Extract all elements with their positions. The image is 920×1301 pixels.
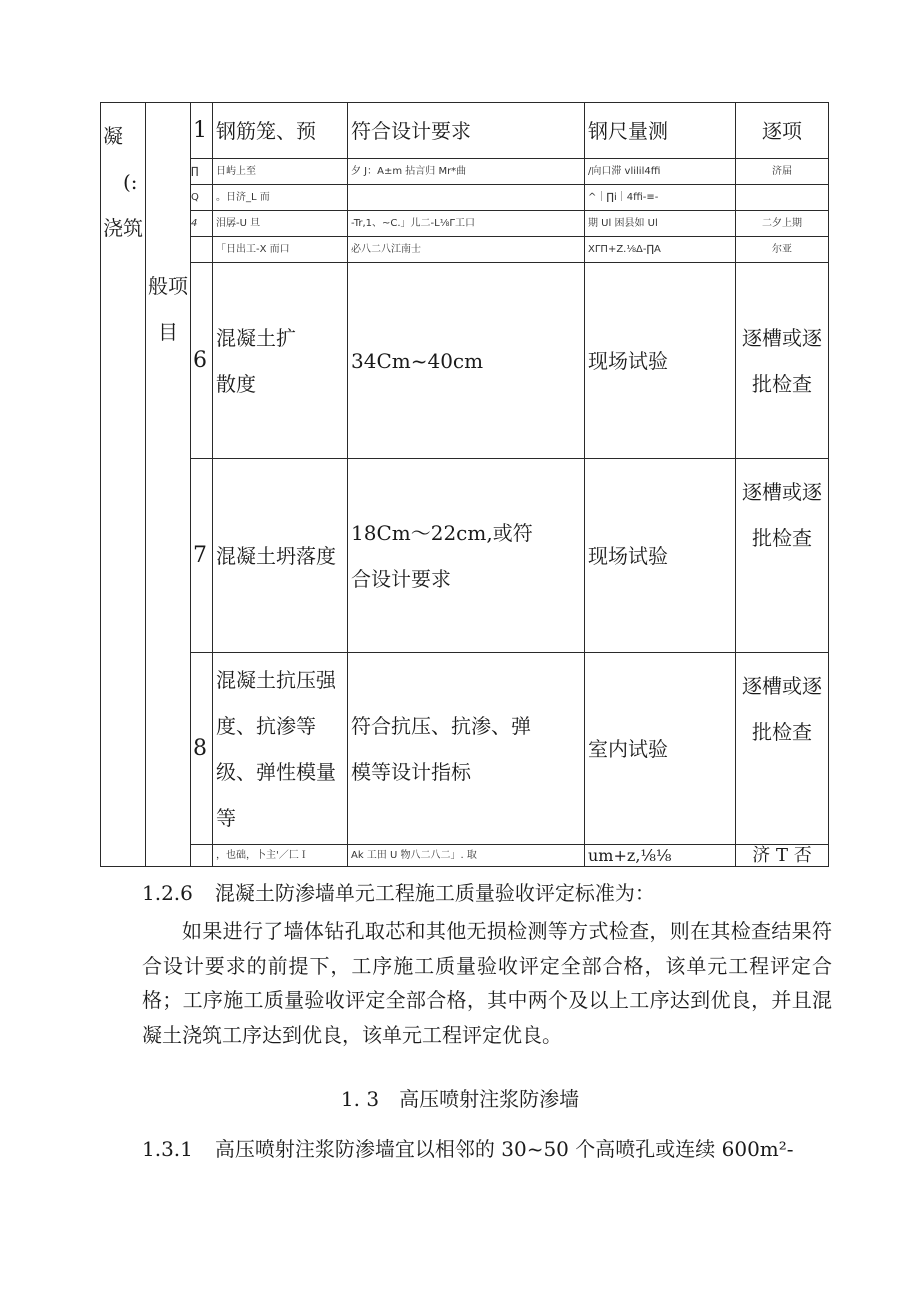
inspection-frequency xyxy=(736,263,829,459)
item-name: 「日出工-X 而口 xyxy=(213,237,348,263)
section-title: 高压喷射注浆防渗墙 xyxy=(399,1087,580,1111)
item-name-line: 级、弹性模量 xyxy=(216,759,336,784)
item-name: 泪孱-U 旦 xyxy=(213,211,348,237)
item-name-line: 混凝土扩 xyxy=(216,325,296,350)
inspection-method: XΓΠ+Z.⅛Δ-∏A xyxy=(585,237,736,263)
requirement-line: 模等设计指标 xyxy=(351,759,471,784)
process-name-char-1: 凝 xyxy=(103,124,123,148)
item-name: 混凝土坍落度 xyxy=(213,459,348,653)
inspection-frequency xyxy=(736,653,829,845)
row-number: 6 xyxy=(191,263,213,459)
requirement: 34Cm~40cm xyxy=(348,263,585,459)
group-label-line-2: 目 xyxy=(158,319,178,344)
row-number: 7 xyxy=(191,459,213,653)
inspection-method: 室内试验 xyxy=(585,653,736,845)
item-name-line: 散度 xyxy=(216,371,256,396)
item-name: 钢筋笼、预 xyxy=(213,103,348,159)
inspection-method: /向口滞 vlilil4ffi xyxy=(585,159,736,185)
clause-number: 1.2.6 xyxy=(142,881,193,905)
requirement-line: 符合抗压、抗渗、弹 xyxy=(351,713,531,738)
inspection-frequency: 济届 xyxy=(736,159,829,185)
item-name xyxy=(213,653,348,845)
item-name-line: 混凝土抗压强 xyxy=(216,667,336,692)
section-1-3-title xyxy=(0,1084,920,1114)
item-name: 日屿上至 xyxy=(213,159,348,185)
requirement xyxy=(348,185,585,211)
category-blank-cell xyxy=(146,103,191,263)
requirement: -Tr,1、~C.」儿二-L⅛Γ工口 xyxy=(348,211,585,237)
inspection-method: 现场试验 xyxy=(585,263,736,459)
section-number: 1. 3 xyxy=(340,1087,380,1111)
quality-inspection-table xyxy=(100,102,829,867)
inspection-frequency: 二夕上期 xyxy=(736,211,829,237)
requirement: 夕 J：A±m 拈言归 Mr*曲 xyxy=(348,159,585,185)
row-number: 1 xyxy=(191,103,213,159)
process-name-cell xyxy=(101,103,146,867)
clause-1-3-1-line xyxy=(142,1134,794,1164)
frequency-line: 逐槽或逐 xyxy=(742,325,822,350)
row-number: 8 xyxy=(191,653,213,845)
row-number: Q xyxy=(191,185,213,211)
item-name-line: 等 xyxy=(216,805,236,830)
inspection-method: 现场试验 xyxy=(585,459,736,653)
inspection-method: 钢尺量测 xyxy=(585,103,736,159)
item-name-line: 度、抗渗等 xyxy=(216,713,316,738)
item-name: 。日济_L 而 xyxy=(213,185,348,211)
requirement: Ak 工田 U 物八二八二」. 取 xyxy=(348,845,585,867)
requirement-line: 合设计要求 xyxy=(351,566,451,591)
frequency-line: 逐槽或逐 xyxy=(742,674,822,698)
requirement: 符合设计要求 xyxy=(348,103,585,159)
inspection-frequency xyxy=(736,459,829,653)
group-label-line-1: 般项 xyxy=(148,273,188,298)
clause-1-2-6-heading xyxy=(142,878,655,908)
inspection-method: 期 Ul 困县如 Ul xyxy=(585,211,736,237)
inspection-frequency: 逐项 xyxy=(736,103,829,159)
frequency-line: 批检查 xyxy=(752,720,812,744)
inspection-frequency: 济 T 否 xyxy=(736,845,829,867)
item-name xyxy=(213,263,348,459)
inspection-frequency xyxy=(736,185,829,211)
process-name-char-2: (: xyxy=(123,170,138,194)
inspection-method: um+z,⅛⅛ xyxy=(585,845,736,867)
row-number xyxy=(191,845,213,867)
inspection-frequency: 尔亚 xyxy=(736,237,829,263)
requirement xyxy=(348,653,585,845)
clause-body-paragraph: 如果进行了墙体钻孔取芯和其他无损检测等方式检查，则在其检查结果符合设计要求的前提下，工序施工质量验收评定全部合格，该单元工程评定合格；工序施工质量验收评定全部合格，其中两个及以上工序达到优良，并且混凝土浇筑工序达到优良，该单元工程评定优良。 xyxy=(142,919,832,1047)
frequency-line: 批检查 xyxy=(752,526,812,550)
clause-text: 高压喷射注浆防渗墙宜以相邻的 30~50 个高喷孔或连续 600m²- xyxy=(214,1137,794,1161)
row-number: 4 xyxy=(191,211,213,237)
frequency-line: 逐槽或逐 xyxy=(742,480,822,504)
row-number: ∏ xyxy=(191,159,213,185)
requirement: 必八二八江南士 xyxy=(348,237,585,263)
inspection-method: ^｜∏ⅰ｜4ffi-≡- xyxy=(585,185,736,211)
process-name-char-3: 浇筑 xyxy=(103,216,143,240)
row-number xyxy=(191,237,213,263)
requirement xyxy=(348,459,585,653)
clause-number: 1.3.1 xyxy=(142,1137,193,1161)
frequency-line: 批检查 xyxy=(752,371,812,396)
item-name: ，也础，卜主'／匚Ｉ xyxy=(213,845,348,867)
requirement-line: 18Cm～22cm,或符 xyxy=(351,520,533,545)
clause-title: 混凝土防渗墙单元工程施工质量验收评定标准为： xyxy=(214,881,655,905)
general-items-group-cell xyxy=(146,263,191,867)
